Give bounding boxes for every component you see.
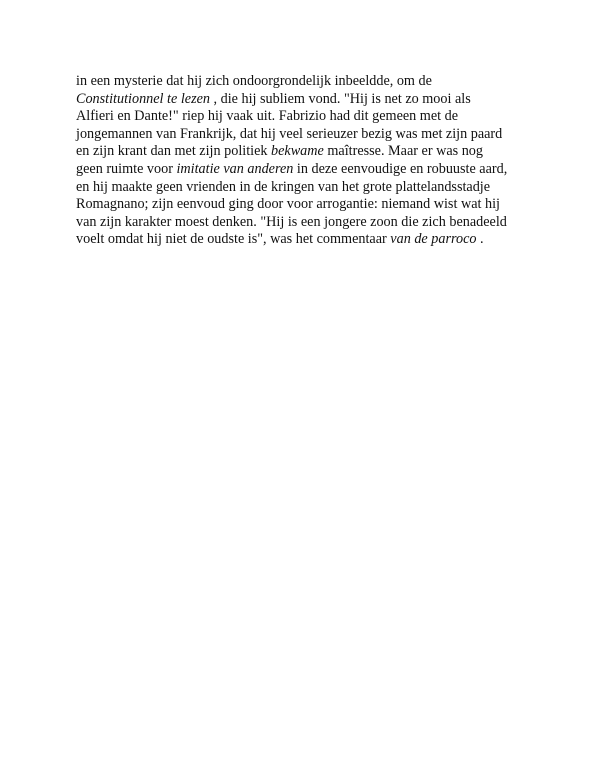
text-run: voelt omdat hij niet de oudste is", was het commentaar (76, 231, 391, 248)
text-run: van zijn karakter moest denken. "Hij is een jongere zoon die zich benadeeld (76, 213, 507, 230)
text-line (76, 143, 536, 161)
text-line (76, 73, 536, 91)
text-run: geen ruimte voor (76, 160, 177, 177)
text-line (76, 179, 536, 197)
text-line (76, 214, 536, 232)
text-line (76, 161, 536, 179)
text-line (76, 108, 536, 126)
italic-text-run: van de parroco (390, 231, 477, 248)
text-run: , die hij subliem vond. "Hij is net zo mooi als (209, 90, 471, 107)
text-line (76, 126, 536, 144)
italic-text-run: bekwame (271, 143, 324, 160)
text-line (76, 231, 536, 249)
text-run: Alfieri en Dante!" riep hij vaak uit. Fabrizio had dit gemeen met de (76, 108, 459, 125)
text-line (76, 91, 536, 109)
text-run: maîtresse. Maar er was nog (323, 143, 483, 160)
text-run: jongemannen van Frankrijk, dat hij veel serieuzer bezig was met zijn paard (76, 125, 503, 142)
text-run: in deze eenvoudige en robuuste aard, (293, 160, 508, 177)
text-run: . (476, 231, 484, 248)
text-run: en zijn krant dan met zijn politiek (76, 143, 272, 160)
body-paragraph (76, 73, 536, 249)
italic-text-run: imitatie van anderen (176, 160, 294, 177)
text-run: en hij maakte geen vrienden in de kringen van het grote plattelandsstadje (76, 178, 491, 195)
italic-text-run: Constitutionnel te lezen (76, 90, 210, 107)
text-run: Romagnano; zijn eenvoud ging door voor arrogantie: niemand wist wat hij (76, 196, 500, 213)
text-line (76, 196, 536, 214)
text-run: in een mysterie dat hij zich ondoorgrondelijk inbeeldde, om de (76, 73, 432, 89)
